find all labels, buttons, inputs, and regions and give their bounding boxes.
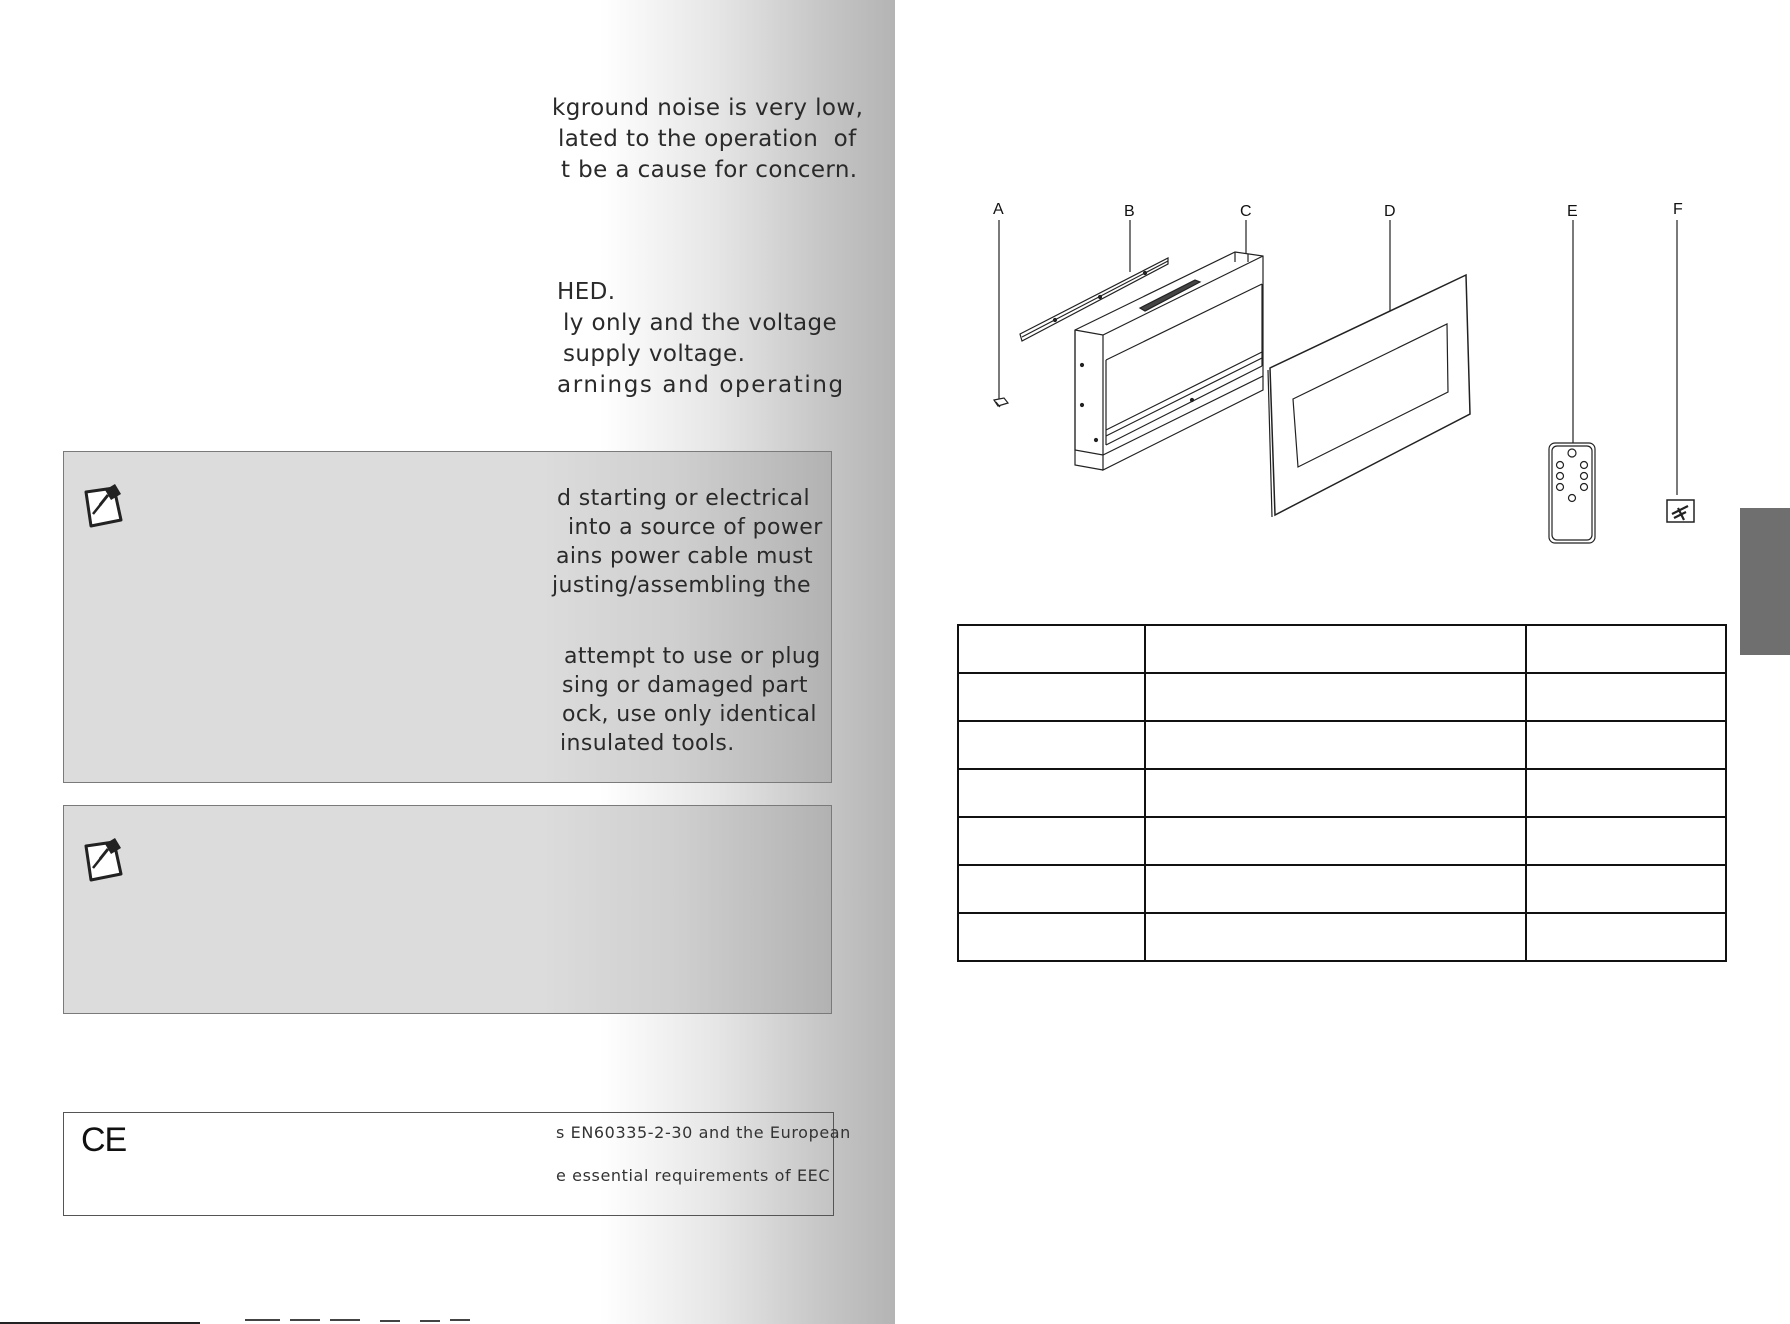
table-cell <box>958 625 1145 673</box>
table-cell <box>1526 673 1726 721</box>
table-row <box>958 769 1726 817</box>
warning-box <box>63 805 832 1014</box>
supply-line: arnings and operating <box>557 372 845 398</box>
warning-line: into a source of power <box>568 515 823 540</box>
table-cell <box>1526 769 1726 817</box>
table-cell <box>958 673 1145 721</box>
supply-line: supply voltage. <box>563 341 746 367</box>
table-cell <box>1145 865 1526 913</box>
footer-cropped-text <box>240 1318 540 1324</box>
part-label-c: C <box>1240 203 1252 220</box>
note-pin-icon <box>81 478 129 532</box>
part-label-f: F <box>1673 201 1683 218</box>
warning-line: insulated tools. <box>560 731 735 756</box>
table-cell <box>1145 625 1526 673</box>
table-cell <box>958 865 1145 913</box>
table-cell <box>1145 721 1526 769</box>
warning-line: ock, use only identical <box>562 702 817 727</box>
table-cell <box>1526 817 1726 865</box>
part-label-d: D <box>1384 203 1396 220</box>
intro-line: lated to the operation of <box>558 126 857 152</box>
warning-line: sing or damaged part <box>562 673 808 698</box>
ce-line: s EN60335-2-30 and the European <box>556 1123 851 1142</box>
parts-table <box>957 624 1727 962</box>
warning-line: attempt to use or plug <box>564 644 821 669</box>
ce-declaration-box <box>63 1112 851 1216</box>
intro-line: t be a cause for concern. <box>561 157 858 183</box>
part-label-a: A <box>993 201 1004 218</box>
table-row <box>958 865 1726 913</box>
table-cell <box>1526 865 1726 913</box>
table-cell <box>958 769 1145 817</box>
table-cell <box>1145 817 1526 865</box>
ce-mark-icon: CE <box>81 1121 127 1159</box>
intro-line: kground noise is very low, <box>552 95 864 121</box>
supply-line: ly only and the voltage <box>563 310 838 336</box>
table-cell <box>1145 769 1526 817</box>
table-row <box>958 913 1726 961</box>
table-row <box>958 817 1726 865</box>
table-cell <box>1145 673 1526 721</box>
warning-box <box>63 451 832 783</box>
table-row <box>958 673 1726 721</box>
table-cell <box>958 913 1145 961</box>
table-cell <box>1526 625 1726 673</box>
warning-line: ains power cable must <box>556 544 814 569</box>
table-cell <box>1145 913 1526 961</box>
exploded-parts-diagram <box>950 195 1683 555</box>
table-cell <box>1526 913 1726 961</box>
ce-line: e essential requirements of EEC <box>556 1166 831 1185</box>
part-label-b: B <box>1124 203 1135 220</box>
table-row <box>958 625 1726 673</box>
part-label-e: E <box>1567 203 1578 220</box>
note-pin-icon <box>81 832 129 886</box>
table-cell <box>958 721 1145 769</box>
supply-line: HED. <box>557 279 616 305</box>
warning-line: justing/assembling the <box>552 573 811 598</box>
chapter-tab <box>1740 508 1790 655</box>
table-row <box>958 721 1726 769</box>
table-cell <box>958 817 1145 865</box>
warning-line: d starting or electrical <box>557 486 811 511</box>
table-cell <box>1526 721 1726 769</box>
